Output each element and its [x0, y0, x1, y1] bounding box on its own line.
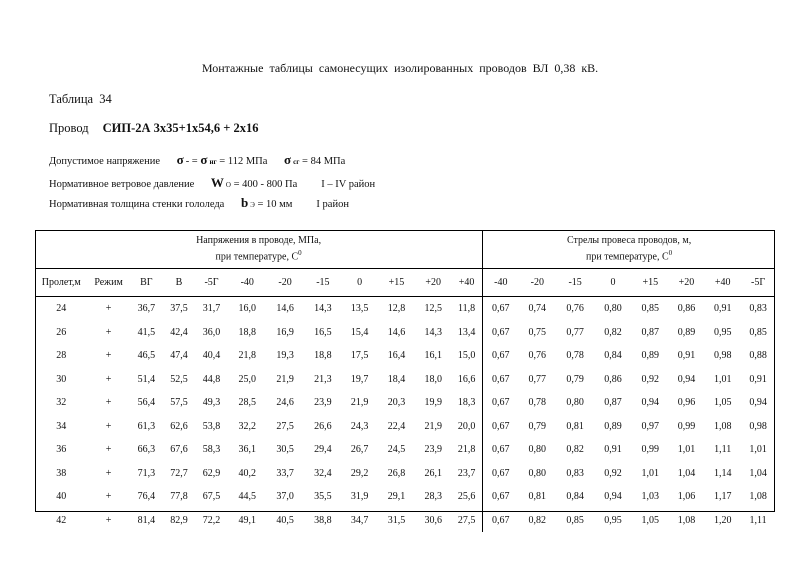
table-cell: 19,7: [350, 373, 369, 385]
table-cell: 1,20: [713, 514, 732, 526]
table-cell: 0,78: [566, 350, 584, 362]
table-cell: 17,5: [350, 350, 369, 362]
table-cell: 67,5: [202, 491, 221, 503]
table-cell: 0,88: [749, 350, 767, 362]
table-cell: 57,5: [170, 397, 188, 409]
column-header: -15: [556, 269, 594, 297]
table-cell: 26,8: [387, 467, 406, 479]
table-cell: 0,94: [677, 373, 696, 385]
table-cell: 1,17: [713, 491, 732, 503]
table-cell: 0,77: [528, 373, 547, 385]
table-cell: 0,80: [528, 444, 547, 456]
table-cell: 67,6: [170, 444, 188, 456]
table-cell: 40,4: [202, 350, 221, 362]
table-row: [35, 509, 775, 533]
column-header-row: [35, 269, 775, 297]
table-cell: 0,85: [749, 326, 767, 338]
table-cell: 0,83: [566, 467, 584, 479]
ice-region: I район: [316, 199, 349, 210]
table-cell: 1,01: [713, 373, 732, 385]
table-cell: 29,4: [314, 444, 332, 456]
table-cell: 0,87: [604, 397, 622, 409]
table-cell: 23,9: [314, 397, 332, 409]
table-cell: 15,0: [451, 344, 483, 368]
table-cell: 26: [56, 326, 67, 338]
table-row: [35, 321, 775, 345]
table-cell: 32: [56, 397, 67, 409]
table-cell: 27,5: [451, 509, 483, 533]
table-cell: +: [105, 373, 112, 385]
table-cell: 31,7: [202, 303, 221, 315]
ice-param-line: [49, 195, 349, 211]
table-cell: 0,81: [528, 491, 547, 503]
wind-sub: О: [225, 181, 231, 189]
sigma-symbol: σ: [284, 152, 292, 167]
table-cell: 25,6: [451, 485, 483, 509]
table-row: [35, 344, 775, 368]
table-cell: 0,80: [528, 467, 547, 479]
ice-symbol: b: [240, 195, 249, 210]
column-header: Режим: [88, 269, 130, 297]
stress-value-1: = 112 МПа: [216, 156, 268, 167]
table-cell: 0,84: [566, 491, 584, 503]
document-title: Монтажные таблицы самонесущих изолированных проводов ВЛ 0,38 кВ.: [201, 61, 599, 75]
table-cell: 0,76: [528, 350, 547, 362]
table-cell: 24: [56, 303, 67, 315]
table-cell: 18,3: [451, 391, 483, 415]
table-cell: 44,8: [202, 373, 221, 385]
table-cell: 1,03: [641, 491, 659, 503]
table-cell: 0,67: [492, 397, 510, 409]
table-cell: 0,76: [566, 303, 584, 315]
table-cell: 72,7: [170, 467, 188, 479]
column-header: -15: [304, 269, 342, 297]
table-cell: 26,7: [350, 444, 369, 456]
table-cell: 18,4: [387, 373, 406, 385]
column-header: ВГ: [130, 269, 164, 297]
table-cell: 41,5: [137, 326, 156, 338]
table-cell: 40,2: [238, 467, 256, 479]
table-cell: 0,86: [604, 373, 622, 385]
table-cell: 0,80: [566, 397, 584, 409]
column-header: +20: [415, 269, 451, 297]
table-cell: 24,6: [276, 397, 294, 409]
table-cell: 16,5: [314, 326, 332, 338]
column-header: -20: [518, 269, 556, 297]
table-cell: 0,89: [641, 350, 659, 362]
table-row: [35, 462, 775, 486]
wind-value: = 400 - 800 Па: [233, 179, 298, 190]
table-cell: 15,4: [350, 326, 369, 338]
table-cell: 29,1: [387, 491, 406, 503]
stress-value-2: = 84 МПа: [299, 156, 346, 167]
table-cell: 21,8: [238, 350, 256, 362]
stress-mid: - =: [185, 156, 201, 167]
group-header-row: [35, 230, 775, 269]
table-cell: 49,1: [238, 514, 256, 526]
table-cell: 25,0: [238, 373, 256, 385]
column-header: 0: [594, 269, 632, 297]
column-header: 0: [342, 269, 378, 297]
table-cell: 32,2: [238, 420, 256, 432]
table-cell: 0,92: [641, 373, 659, 385]
table-cell: 0,92: [604, 467, 622, 479]
stress-label: Допустимое напряжение: [49, 156, 160, 167]
table-cell: 47,4: [170, 350, 188, 362]
table-cell: 0,67: [492, 514, 510, 526]
table-cell: 18,8: [314, 350, 332, 362]
table-cell: 13,5: [350, 303, 369, 315]
table-cell: 62,9: [202, 467, 221, 479]
table-row: [35, 368, 775, 392]
table-cell: 0,94: [749, 397, 767, 409]
table-cell: 37,5: [170, 303, 188, 315]
table-cell: 0,99: [641, 444, 659, 456]
table-cell: 0,98: [749, 420, 767, 432]
wire-line: [49, 121, 259, 136]
table-cell: 0,79: [566, 373, 584, 385]
data-table: [35, 230, 775, 532]
table-cell: 0,82: [604, 326, 622, 338]
table-cell: 28,3: [424, 491, 442, 503]
sag-group-header: Стрелы провеса проводов, м, при температуре, $С^0$: [483, 230, 775, 269]
table-cell: +: [105, 491, 112, 503]
table-cell: 33,7: [276, 467, 294, 479]
table-cell: 24,5: [387, 444, 406, 456]
table-cell: 51,4: [137, 373, 156, 385]
table-cell: 1,08: [749, 491, 767, 503]
table-cell: 0,84: [604, 350, 622, 362]
table-cell: 21,9: [276, 373, 294, 385]
table-cell: 30,6: [424, 514, 442, 526]
table-cell: 0,91: [604, 444, 622, 456]
table-cell: +: [105, 303, 112, 315]
table-cell: 23,7: [451, 462, 483, 486]
table-cell: 12,8: [387, 303, 406, 315]
column-header: -5Г: [741, 269, 775, 297]
table-cell: +: [105, 444, 112, 456]
table-cell: 0,98: [713, 350, 732, 362]
table-cell: 18,0: [424, 373, 442, 385]
table-cell: 16,4: [387, 350, 406, 362]
table-cell: 16,1: [424, 350, 442, 362]
table-cell: 21,9: [424, 420, 442, 432]
wind-symbol: W: [210, 175, 224, 190]
table-cell: 1,01: [749, 444, 767, 456]
column-header: -40: [483, 269, 519, 297]
table-cell: 1,11: [714, 444, 732, 456]
sigma-symbol: σ: [200, 152, 208, 167]
table-cell: 0,82: [566, 444, 584, 456]
column-header: -5Г: [195, 269, 229, 297]
table-cell: 0,79: [528, 420, 547, 432]
table-cell: 0,94: [641, 397, 659, 409]
table-cell: 1,08: [713, 420, 732, 432]
table-cell: 0,97: [641, 420, 659, 432]
table-cell: 21,9: [350, 397, 369, 409]
table-cell: 40: [56, 491, 67, 503]
table-cell: 16,0: [238, 303, 256, 315]
table-cell: 0,95: [713, 326, 732, 338]
table-cell: 27,5: [276, 420, 294, 432]
table-cell: 0,85: [641, 303, 659, 315]
table-row: [35, 415, 775, 439]
table-cell: 77,8: [170, 491, 188, 503]
table-cell: 0,78: [528, 397, 547, 409]
table-cell: 0,67: [492, 326, 510, 338]
table-cell: 1,01: [677, 444, 696, 456]
table-cell: 0,85: [566, 514, 584, 526]
table-cell: 30: [56, 373, 67, 385]
table-cell: 0,91: [677, 350, 696, 362]
table-cell: 1,04: [749, 467, 767, 479]
table-cell: 37,0: [276, 491, 294, 503]
table-row: [35, 297, 775, 321]
table-row: [35, 391, 775, 415]
table-cell: 0,80: [604, 303, 622, 315]
table-cell: +: [105, 420, 112, 432]
table-cell: 62,6: [170, 420, 188, 432]
table-cell: 0,67: [492, 303, 510, 315]
table-cell: 66,3: [137, 444, 156, 456]
table-number: Таблица 34: [49, 92, 112, 106]
table-cell: +: [105, 350, 112, 362]
table-cell: 0,89: [677, 326, 696, 338]
table-cell: 14,3: [424, 326, 442, 338]
table-cell: 42,4: [170, 326, 188, 338]
table-cell: +: [105, 514, 112, 526]
stress-sub-sg: сг: [293, 158, 300, 166]
table-cell: 36,7: [137, 303, 156, 315]
table-cell: 22,4: [387, 420, 406, 432]
table-cell: 1,01: [641, 467, 659, 479]
table-cell: 21,3: [314, 373, 332, 385]
table-cell: 19,3: [276, 350, 294, 362]
wind-region: I – IV район: [321, 179, 376, 190]
table-cell: 0,67: [492, 444, 510, 456]
wind-label: Нормативное ветровое давление: [49, 179, 195, 190]
table-cell: 0,87: [641, 326, 659, 338]
table-cell: 0,67: [492, 420, 510, 432]
table-cell: 0,99: [677, 420, 696, 432]
column-header: +15: [378, 269, 416, 297]
ice-value: = 10 мм: [257, 199, 293, 210]
table-cell: 29,2: [350, 467, 369, 479]
column-header: +15: [632, 269, 669, 297]
table-cell: 34,7: [350, 514, 369, 526]
wind-param-line: [49, 175, 375, 191]
table-cell: 40,5: [276, 514, 294, 526]
table-cell: 0,96: [677, 397, 696, 409]
table-cell: +: [105, 467, 112, 479]
stress-group-header: Напряжения в проводе, МПа, при температуре, $С^0$: [35, 230, 483, 269]
table-body: [35, 230, 775, 532]
table-cell: 0,83: [749, 303, 767, 315]
table-cell: 71,3: [137, 467, 156, 479]
table-cell: 44,5: [238, 491, 256, 503]
table-cell: 82,9: [170, 514, 188, 526]
table-cell: 26,1: [424, 467, 442, 479]
table-cell: 1,05: [641, 514, 659, 526]
column-header: Пролет,м: [35, 269, 88, 297]
table-cell: 28: [56, 350, 67, 362]
table-cell: 1,14: [713, 467, 732, 479]
table-cell: 0,89: [604, 420, 622, 432]
table-cell: 20,0: [451, 415, 483, 439]
table-cell: 32,4: [314, 467, 332, 479]
table-cell: 0,91: [749, 373, 767, 385]
column-header: +40: [451, 269, 483, 297]
table-cell: 58,3: [202, 444, 221, 456]
table-cell: 36,0: [202, 326, 221, 338]
sigma-symbol: σ: [176, 152, 184, 167]
stress-sub-ng: нг: [209, 158, 217, 166]
table-cell: 16,9: [276, 326, 294, 338]
table-row: [35, 438, 775, 462]
table-cell: 30,5: [276, 444, 294, 456]
table-cell: 31,5: [387, 514, 406, 526]
table-cell: 1,06: [677, 491, 696, 503]
table-cell: 0,67: [492, 350, 510, 362]
table-cell: 13,4: [451, 321, 483, 345]
table-cell: 14,6: [276, 303, 294, 315]
table-cell: 21,8: [451, 438, 483, 462]
column-header: +40: [704, 269, 741, 297]
table-cell: 31,9: [350, 491, 369, 503]
table-cell: +: [105, 326, 112, 338]
table-cell: 16,6: [451, 368, 483, 392]
table-cell: 76,4: [137, 491, 156, 503]
table-cell: 11,8: [451, 297, 483, 321]
table-cell: 1,08: [677, 514, 696, 526]
table-cell: 72,2: [202, 514, 221, 526]
table-cell: 1,11: [749, 514, 767, 526]
table-cell: 0,95: [604, 514, 622, 526]
table-cell: 19,9: [424, 397, 442, 409]
table-cell: 1,04: [677, 467, 696, 479]
table-cell: 0,74: [528, 303, 547, 315]
table-cell: 0,81: [566, 420, 584, 432]
table-cell: 81,4: [137, 514, 156, 526]
ice-label: Нормативная толщина стенки гололеда: [49, 199, 225, 210]
table-cell: 61,3: [137, 420, 156, 432]
table-cell: 0,94: [604, 491, 622, 503]
stress-param-line: [49, 152, 345, 168]
table-cell: 0,77: [566, 326, 584, 338]
table-cell: 18,8: [238, 326, 256, 338]
table-cell: 0,75: [528, 326, 547, 338]
wire-type: СИП-2А 3х35+1х54,6 + 2х16: [102, 121, 259, 135]
table-cell: 0,86: [677, 303, 696, 315]
table-cell: 14,6: [387, 326, 406, 338]
table-cell: 0,67: [492, 373, 510, 385]
table-cell: 53,8: [202, 420, 221, 432]
table-row: [35, 485, 775, 509]
table-cell: 49,3: [202, 397, 221, 409]
table-cell: 12,5: [424, 303, 442, 315]
column-header: +20: [669, 269, 705, 297]
table-cell: 0,67: [492, 491, 510, 503]
table-cell: 38: [56, 467, 67, 479]
table-cell: 0,91: [713, 303, 732, 315]
table-cell: 36,1: [238, 444, 256, 456]
table-cell: 36: [56, 444, 67, 456]
column-header: В: [163, 269, 195, 297]
table-cell: 52,5: [170, 373, 188, 385]
wire-label: Провод: [49, 121, 89, 135]
table-cell: 14,3: [314, 303, 332, 315]
table-cell: 24,3: [350, 420, 369, 432]
ice-sub: Э: [250, 201, 255, 209]
table-cell: 20,3: [387, 397, 406, 409]
table-cell: 1,05: [713, 397, 732, 409]
table-cell: 46,5: [137, 350, 156, 362]
table-cell: +: [105, 397, 112, 409]
column-header: -20: [266, 269, 304, 297]
table-cell: 28,5: [238, 397, 256, 409]
table-cell: 26,6: [314, 420, 332, 432]
table-cell: 23,9: [424, 444, 442, 456]
table-cell: 34: [56, 420, 67, 432]
table-cell: 35,5: [314, 491, 332, 503]
column-header: -40: [228, 269, 266, 297]
table-cell: 56,4: [137, 397, 156, 409]
table-cell: 38,8: [314, 514, 332, 526]
table-cell: 0,67: [492, 467, 510, 479]
table-cell: 42: [56, 514, 67, 526]
table-cell: 0,82: [528, 514, 547, 526]
